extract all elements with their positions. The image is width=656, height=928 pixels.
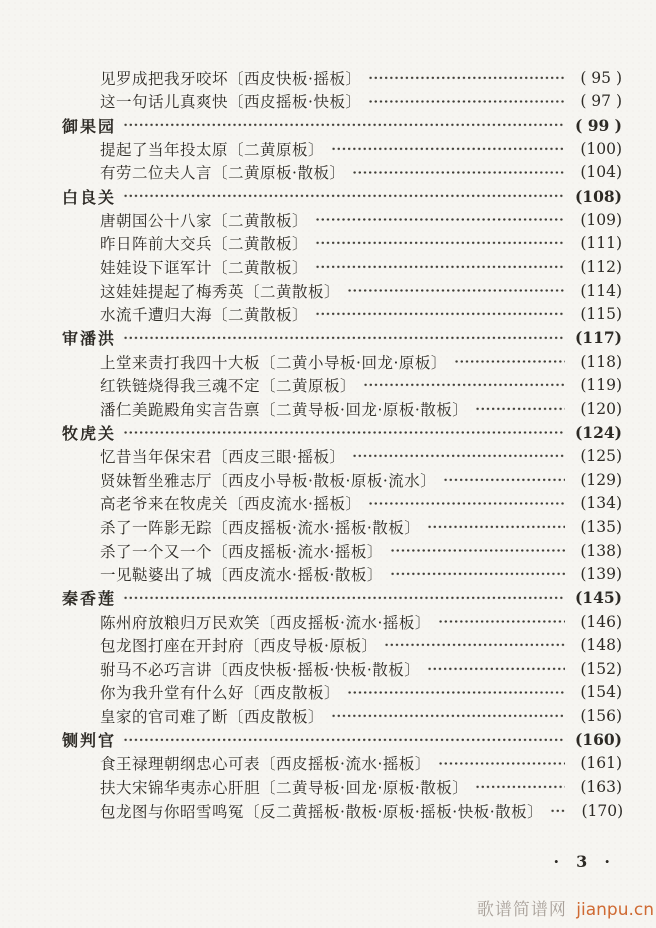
entry-title: 铡判官 xyxy=(62,731,117,751)
entry-page-number: (115) xyxy=(580,305,622,324)
dot-leader xyxy=(331,704,565,728)
entry-page-number: (114) xyxy=(580,281,622,300)
toc-play-row xyxy=(62,184,622,208)
dot-leader xyxy=(368,492,565,516)
entry-page-number: (104) xyxy=(580,163,622,182)
entry-title: 这娃娃提起了梅秀英〔二黄散板〕 xyxy=(100,282,341,301)
entry-page-number: (139) xyxy=(580,565,622,584)
dot-leader xyxy=(123,586,565,610)
entry-banshi: 〔西皮散板〕 xyxy=(228,708,325,727)
watermark-site-url[interactable]: jianpu.cn xyxy=(576,900,654,920)
entry-title: 提起了当年投太原〔二黄原板〕 xyxy=(100,140,325,159)
entry-banshi: 〔二黄散板〕 xyxy=(212,211,309,230)
toc-aria-row xyxy=(62,539,622,563)
dot-leader xyxy=(123,326,565,350)
entry-title: 高老爷来在牧虎关〔西皮流水·摇板〕 xyxy=(100,495,362,514)
entry-page-number: (118) xyxy=(580,352,622,371)
table-of-contents xyxy=(62,66,622,823)
entry-banshi: 〔西皮摇板·流水·摇板·散板〕 xyxy=(212,518,421,537)
toc-aria-row xyxy=(62,302,622,326)
dot-leader xyxy=(438,752,565,776)
entry-title: 忆昔当年保宋君〔西皮三眼·摇板〕 xyxy=(100,448,346,467)
entry-title: 有劳二位夫人言〔二黄原板·散板〕 xyxy=(100,164,346,183)
entry-page-number: (156) xyxy=(580,707,622,726)
entry-title: 食王禄理朝纲忠心可表〔西皮摇板·流水·摇板〕 xyxy=(100,755,431,774)
entry-banshi: 〔西皮导板·原板〕 xyxy=(244,637,378,656)
dot-leader xyxy=(331,137,565,161)
entry-banshi: 〔西皮流水·摇板〕 xyxy=(228,495,362,514)
site-watermark xyxy=(477,895,654,920)
toc-aria-row xyxy=(62,775,622,799)
dot-leader xyxy=(352,161,565,185)
dot-leader xyxy=(390,539,565,563)
dot-leader xyxy=(315,302,565,326)
dot-leader xyxy=(427,515,565,539)
entry-page-number: (160) xyxy=(574,730,622,750)
entry-page-number: ( 97 ) xyxy=(580,92,622,111)
entry-title: 白良关 xyxy=(62,187,117,207)
entry-page-number: (100) xyxy=(580,139,622,158)
entry-banshi: 〔西皮快板·摇板·快板·散板〕 xyxy=(212,660,421,679)
watermark-site-name: 歌谱简谱网 xyxy=(476,900,567,920)
entry-banshi: 〔二黄原板〕 xyxy=(228,140,325,159)
entry-banshi: 〔西皮快板·摇板〕 xyxy=(228,69,362,88)
entry-title: 杀了一个又一个〔西皮摇板·流水·摇板〕 xyxy=(100,542,383,561)
entry-page-number: (145) xyxy=(574,588,622,608)
entry-title: 这一句话儿真爽快〔西皮摇板·快板〕 xyxy=(100,93,362,112)
entry-title: 娃娃设下诓军计〔二黄散板〕 xyxy=(100,258,309,277)
dot-leader xyxy=(443,468,565,492)
entry-title: 皇家的官司难了断〔西皮散板〕 xyxy=(100,708,325,727)
toc-aria-row xyxy=(62,681,622,705)
entry-title: 陈州府放粮归万民欢笑〔西皮摇板·流水·摇板〕 xyxy=(100,613,431,632)
entry-banshi: 〔西皮散板〕 xyxy=(244,684,341,703)
entry-title: 昨日阵前大交兵〔二黄散板〕 xyxy=(100,235,309,254)
toc-aria-row xyxy=(62,492,622,516)
entry-title: 牧虎关 xyxy=(62,423,117,443)
entry-banshi: 〔西皮小导板·散板·原板·流水〕 xyxy=(212,471,437,490)
toc-aria-row xyxy=(62,799,622,823)
entry-page-number: (170) xyxy=(581,801,624,820)
dot-leader xyxy=(363,373,565,397)
entry-banshi: 〔西皮摇板·流水·摇板〕 xyxy=(260,613,431,632)
toc-aria-row xyxy=(62,562,622,586)
entry-banshi: 〔西皮摇板·流水·摇板〕 xyxy=(260,755,431,774)
entry-page-number: (109) xyxy=(580,210,622,229)
toc-aria-row xyxy=(62,255,622,279)
toc-play-row xyxy=(62,113,622,137)
toc-play-row xyxy=(62,728,622,752)
entry-page-number: (120) xyxy=(580,399,622,418)
toc-aria-row xyxy=(62,704,622,728)
dot-leader xyxy=(427,657,565,681)
toc-aria-row xyxy=(62,66,622,90)
toc-play-row xyxy=(62,326,622,350)
dot-leader xyxy=(368,90,565,114)
entry-page-number: (146) xyxy=(580,612,622,631)
entry-title: 见罗成把我牙咬坏〔西皮快板·摇板〕 xyxy=(100,69,362,88)
dot-leader xyxy=(123,728,565,752)
entry-title: 贤妹暂坐雅志厅〔西皮小导板·散板·原板·流水〕 xyxy=(100,471,437,490)
entry-title: 御果园 xyxy=(62,116,117,136)
entry-page-number: (135) xyxy=(580,517,622,536)
toc-aria-row xyxy=(62,161,622,185)
dot-leader xyxy=(454,350,565,374)
toc-aria-row xyxy=(62,373,622,397)
entry-page-number: (129) xyxy=(580,470,622,489)
dot-leader xyxy=(123,113,565,137)
entry-page-number: (152) xyxy=(580,659,622,678)
dot-leader xyxy=(315,255,565,279)
entry-banshi: 〔二黄导板·回龙·原板·散板〕 xyxy=(260,400,469,419)
entry-title: 驸马不必巧言讲〔西皮快板·摇板·快板·散板〕 xyxy=(100,660,421,679)
toc-aria-row xyxy=(62,657,622,681)
toc-aria-row xyxy=(62,752,622,776)
entry-title: 潘仁美跪殿角实言告禀〔二黄导板·回龙·原板·散板〕 xyxy=(100,400,469,419)
entry-page-number: (125) xyxy=(580,447,622,466)
toc-aria-row xyxy=(62,137,622,161)
entry-page-number: (119) xyxy=(580,376,622,395)
entry-banshi: 〔反二黄摇板·散板·原板·摇板·快板·散板〕 xyxy=(244,802,544,821)
dot-leader xyxy=(475,397,565,421)
entry-title: 审潘洪 xyxy=(62,329,117,349)
dot-leader xyxy=(352,444,565,468)
toc-play-row xyxy=(62,586,622,610)
toc-aria-row xyxy=(62,90,622,114)
entry-title: 一见鞑婆出了城〔西皮流水·摇板·散板〕 xyxy=(100,566,383,585)
entry-page-number: (108) xyxy=(574,186,622,206)
toc-aria-row xyxy=(62,279,622,303)
entry-banshi: 〔二黄散板〕 xyxy=(212,306,309,325)
entry-banshi: 〔二黄散板〕 xyxy=(244,282,341,301)
entry-page-number: (148) xyxy=(580,636,622,655)
entry-page-number: (154) xyxy=(580,683,622,702)
entry-title: 上堂来责打我四十大板〔二黄小导板·回龙·原板〕 xyxy=(100,353,447,372)
entry-title: 你为我升堂有什么好〔西皮散板〕 xyxy=(100,684,341,703)
dot-leader xyxy=(390,562,565,586)
entry-banshi: 〔二黄小导板·回龙·原板〕 xyxy=(260,353,447,372)
toc-aria-row xyxy=(62,350,622,374)
dot-leader xyxy=(550,799,566,823)
entry-page-number: ( 95 ) xyxy=(580,68,622,87)
entry-banshi: 〔二黄导板·回龙·原板·散板〕 xyxy=(260,779,469,798)
entry-title: 包龙图打座在开封府〔西皮导板·原板〕 xyxy=(100,637,378,656)
entry-page-number: (112) xyxy=(580,257,622,276)
entry-banshi: 〔二黄原板〕 xyxy=(260,377,357,396)
toc-aria-row xyxy=(62,208,622,232)
entry-page-number: (117) xyxy=(574,328,622,348)
entry-banshi: 〔西皮摇板·流水·摇板〕 xyxy=(212,542,383,561)
entry-banshi: 〔二黄散板〕 xyxy=(212,258,309,277)
entry-page-number: (163) xyxy=(580,778,622,797)
entry-banshi: 〔西皮三眼·摇板〕 xyxy=(212,448,346,467)
entry-page-number: (134) xyxy=(580,494,622,513)
toc-aria-row xyxy=(62,231,622,255)
entry-banshi: 〔西皮摇板·快板〕 xyxy=(228,93,362,112)
entry-banshi: 〔二黄原板·散板〕 xyxy=(212,164,346,183)
toc-aria-row xyxy=(62,633,622,657)
entry-page-number: (111) xyxy=(580,234,622,253)
dot-leader xyxy=(123,421,565,445)
toc-aria-row xyxy=(62,468,622,492)
dot-leader xyxy=(315,208,565,232)
entry-title: 唐朝国公十八家〔二黄散板〕 xyxy=(100,211,309,230)
dot-leader xyxy=(368,66,565,90)
entry-title: 包龙图与你昭雪鸣冤〔反二黄摇板·散板·原板·摇板·快板·散板〕 xyxy=(100,802,544,821)
dot-leader xyxy=(347,681,565,705)
entry-page-number: (138) xyxy=(580,541,622,560)
entry-title: 杀了一阵影无踪〔西皮摇板·流水·摇板·散板〕 xyxy=(100,518,421,537)
entry-title: 扶大宋锦华夷赤心肝胆〔二黄导板·回龙·原板·散板〕 xyxy=(100,779,469,798)
entry-banshi: 〔西皮流水·摇板·散板〕 xyxy=(212,566,383,585)
entry-title: 水流千遭归大海〔二黄散板〕 xyxy=(100,306,309,325)
entry-title: 红铁链烧得我三魂不定〔二黄原板〕 xyxy=(100,377,357,396)
dot-leader xyxy=(475,775,565,799)
entry-banshi: 〔二黄散板〕 xyxy=(212,235,309,254)
entry-page-number: (124) xyxy=(574,422,622,442)
page-number: · 3 · xyxy=(553,852,612,871)
dot-leader xyxy=(347,279,565,303)
dot-leader xyxy=(123,184,565,208)
dot-leader xyxy=(315,231,565,255)
entry-page-number: ( 99 ) xyxy=(574,115,622,135)
toc-aria-row xyxy=(62,444,622,468)
toc-play-row xyxy=(62,421,622,445)
entry-page-number: (161) xyxy=(580,754,622,773)
toc-aria-row xyxy=(62,397,622,421)
toc-aria-row xyxy=(62,610,622,634)
entry-title: 秦香莲 xyxy=(62,589,117,609)
dot-leader xyxy=(438,610,565,634)
toc-aria-row xyxy=(62,515,622,539)
dot-leader xyxy=(384,633,565,657)
